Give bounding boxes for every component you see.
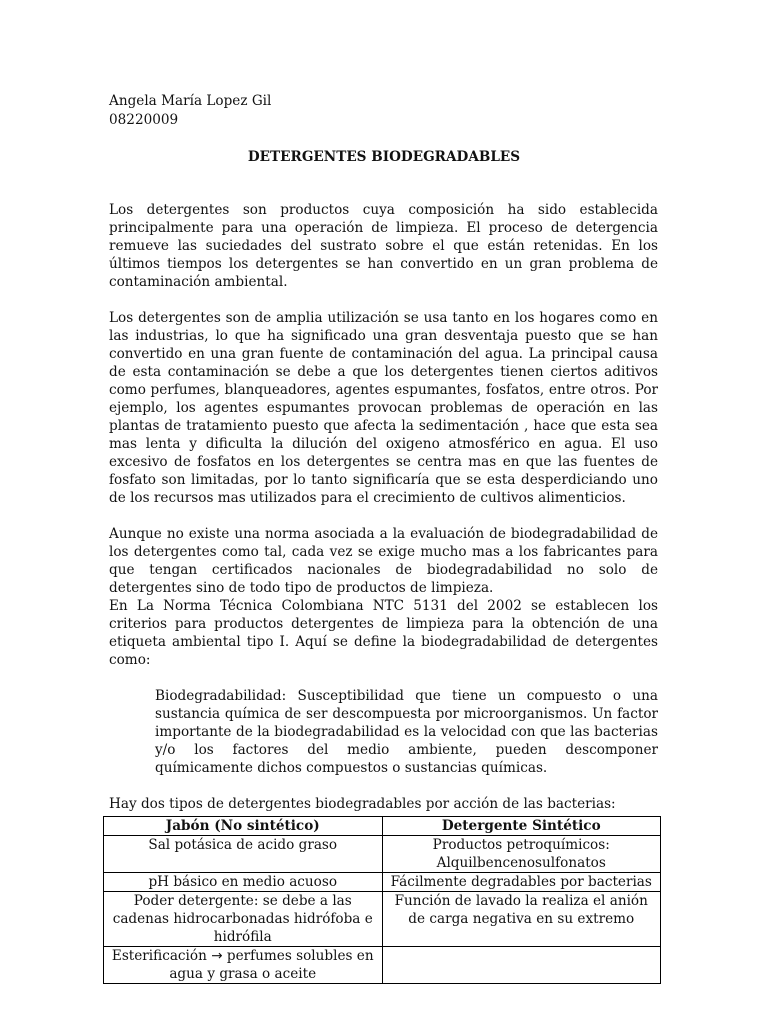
table-cell: Poder detergente: se debe a las cadenas hidrocarbonadas hidrófoba e hidrófila bbox=[104, 892, 383, 947]
table-cell bbox=[382, 947, 661, 984]
table-header-cell: Jabón (No sintético) bbox=[104, 817, 383, 836]
student-id: 08220009 bbox=[109, 112, 179, 128]
table-cell: Sal potásica de acido graso bbox=[104, 836, 383, 873]
detergent-types-table bbox=[103, 816, 661, 984]
table-cell-text: Esterificación bbox=[111, 948, 207, 964]
table-header-row bbox=[104, 817, 661, 836]
table-row bbox=[104, 836, 661, 873]
definition-quote: Biodegradabilidad: Susceptibilidad que tiene un compuesto o una sustancia química de ser descompuesta por microorganismos. Un factor importante de la biodegradabilidad es la velocidad con que las bacterias y/o los factores del medio ambiente, pueden descomponer químicamente dichos compuestos o sustancias químicas. bbox=[155, 688, 658, 776]
table-row bbox=[104, 873, 661, 892]
document-header bbox=[109, 92, 271, 130]
paragraph-types: Hay dos tipos de detergentes biodegradables por acción de las bacterias: bbox=[109, 796, 616, 812]
arrow-right-icon: → bbox=[211, 948, 223, 964]
table-row bbox=[104, 947, 661, 984]
document-body bbox=[109, 201, 658, 813]
paragraph-ntc: En La Norma Técnica Colombiana NTC 5131 del 2002 se establecen los criterios para productos detergentes de limpieza para la obtención de una etiqueta ambiental tipo I. Aquí se define la biodegradabilidad de detergentes como: bbox=[109, 598, 658, 668]
table-cell-text: perfumes solubles en agua y grasa o aceite bbox=[169, 948, 374, 982]
table-cell: Productos petroquímicos: Alquilbencenosulfonatos bbox=[382, 836, 661, 873]
paragraph-intro: Los detergentes son productos cuya composición ha sido establecida principalmente para una operación de limpieza. El proceso de detergencia remueve las suciedades del sustrato sobre el que están retenidas. En los últimos tiempos los detergentes se han convertido en un gran problema de contaminación ambiental. bbox=[109, 202, 658, 290]
table-row bbox=[104, 892, 661, 947]
paragraph-contamination: Los detergentes son de amplia utilización se usa tanto en los hogares como en las industrias, lo que ha significado una gran desventaja puesto que se han convertido en una gran fuente de contaminación del agua. La principal causa de esta contaminación se debe a que los detergentes tienen ciertos aditivos como perfumes, blanqueadores, agentes espumantes, fosfatos, entre otros. Por ejemplo, los agentes espumantes provocan problemas de operación en las plantas de tratamiento puesto que afecta la sedimentación , hace que esta sea mas lenta y dificulta la dilución del oxigeno atmosférico en agua. El uso excesivo de fosfatos en los detergentes se centra mas en que las fuentes de fosfato son limitadas, por lo tanto significaría que se esta desperdiciando uno de los recursos mas utilizados para el crecimiento de cultivos alimenticios. bbox=[109, 310, 658, 506]
table-cell: Función de lavado la realiza el anión de carga negativa en su extremo bbox=[382, 892, 661, 947]
document-title: DETERGENTES BIODEGRADABLES bbox=[247, 149, 521, 165]
paragraph-norms: Aunque no existe una norma asociada a la evaluación de biodegradabilidad de los detergentes como tal, cada vez se exige mucho mas a los fabricantes para que tengan certificados nacionales de biodegradabilidad no solo de detergentes sino de todo tipo de productos de limpieza. bbox=[109, 526, 658, 596]
author-name: Angela María Lopez Gil bbox=[109, 93, 272, 109]
table-header-cell: Detergente Sintético bbox=[382, 817, 661, 836]
table-cell bbox=[104, 947, 383, 984]
table-cell: pH básico en medio acuoso bbox=[104, 873, 383, 892]
table-cell: Fácilmente degradables por bacterias bbox=[382, 873, 661, 892]
